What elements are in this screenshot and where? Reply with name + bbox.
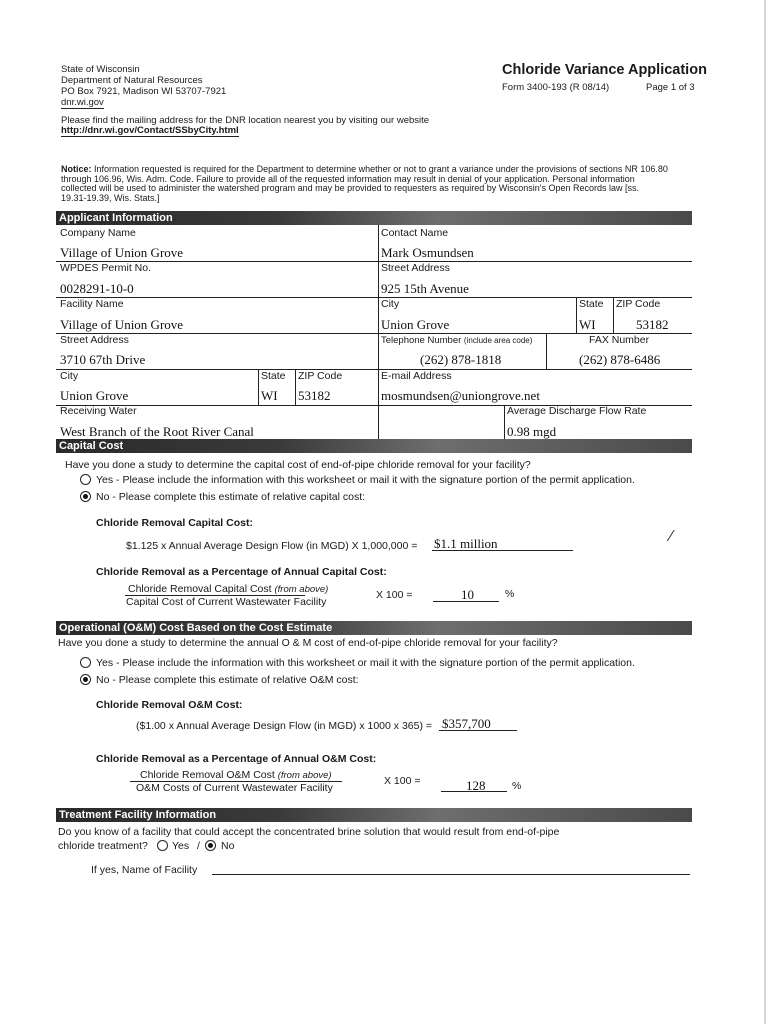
section-bar-capital [56, 439, 692, 453]
treatment-no-radio[interactable] [205, 840, 216, 851]
facility-zip-field[interactable]: 53182 [298, 388, 331, 403]
scan-edge [764, 0, 766, 1024]
pen-mark-icon: ⁄ [670, 528, 673, 545]
capital-pct-value[interactable]: 10 [461, 587, 474, 602]
facility-street-label: Street Address [60, 334, 129, 346]
capital-pct-sign: % [505, 588, 515, 600]
phone-label-group [381, 335, 532, 346]
om-yes-label: Yes - Please include the information with this worksheet or mail it with the signature portion of the permit application. [96, 657, 635, 669]
section-title-treatment: Treatment Facility Information [59, 809, 217, 821]
section-bar-om [56, 621, 692, 635]
facility-name-line[interactable] [212, 874, 690, 875]
om-denominator: O&M Costs of Current Wastewater Facility [136, 782, 333, 794]
facility-state-field[interactable]: WI [261, 388, 278, 403]
capital-question: Have you done a study to determine the capital cost of end-of-pipe chloride removal for your facility? [65, 459, 531, 471]
capital-multiplier: X 100 = [376, 589, 413, 601]
email-label: E-mail Address [381, 370, 452, 382]
agency-line1: State of Wisconsin [61, 64, 140, 75]
treatment-yes-radio[interactable] [157, 840, 168, 851]
om-numerator-note: (from above) [277, 770, 332, 781]
treatment-yes-label: Yes [172, 840, 190, 852]
section-title-capital: Capital Cost [59, 440, 124, 452]
phone-note: (include area code) [463, 336, 533, 345]
capital-pct-heading: Chloride Removal as a Percentage of Annual Capital Cost: [96, 566, 387, 578]
om-removal-heading: Chloride Removal O&M Cost: [96, 699, 243, 711]
om-question: Have you done a study to determine the annual O & M cost of end-of-pipe chloride removal for your facility? [58, 637, 558, 649]
contact-zip-field[interactable]: 53182 [636, 317, 669, 332]
receiving-water-field[interactable]: West Branch of the Root River Canal [60, 424, 254, 439]
notice-line1: Information requested is required for the Department to determine whether or not to grant a variance under the provisions of sections NR 106.80 [94, 164, 668, 174]
capital-numerator-note: (from above) [274, 584, 329, 595]
om-multiplier: X 100 = [384, 775, 421, 787]
facility-name-field[interactable]: Village of Union Grove [60, 317, 184, 332]
notice-line2: through 106.96, Wis. Adm. Code. Failure to provide all of the requested information may result in denial of your application. Personal information [61, 173, 635, 184]
om-yes-radio[interactable] [80, 657, 91, 668]
treatment-separator: / [197, 840, 200, 852]
contact-city-field[interactable]: Union Grove [381, 317, 450, 332]
section-title-applicant: Applicant Information [59, 212, 173, 224]
facility-city-label: City [60, 370, 79, 382]
contact-name-field[interactable]: Mark Osmundsen [381, 245, 474, 260]
section-bar-applicant [56, 211, 692, 225]
capital-no-label: No - Please complete this estimate of relative capital cost: [96, 491, 366, 503]
notice-label: Notice: [61, 164, 92, 174]
section-title-om: Operational (O&M) Cost Based on the Cost Estimate [59, 622, 333, 634]
capital-formula: $1.125 x Annual Average Design Flow (in MGD) X 1,000,000 = [126, 540, 418, 552]
contact-state-field[interactable]: WI [579, 317, 596, 332]
facility-name-prompt: If yes, Name of Facility [91, 864, 198, 876]
capital-formula-value[interactable]: $1.1 million [434, 536, 498, 551]
agency-line3: PO Box 7921, Madison WI 53707-7921 [61, 86, 227, 97]
capital-yes-radio[interactable] [80, 474, 91, 485]
section-bar-treatment [56, 808, 692, 822]
form-number: Form 3400-193 (R 08/14) [502, 82, 610, 93]
om-pct-heading: Chloride Removal as a Percentage of Annual O&M Cost: [96, 753, 377, 765]
capital-no-radio[interactable] [80, 491, 91, 502]
facility-street-field[interactable]: 3710 67th Drive [60, 352, 146, 367]
treatment-no-label: No [221, 840, 235, 852]
email-field[interactable]: mosmundsen@uniongrove.net [381, 388, 540, 403]
fax-field[interactable]: (262) 878-6486 [579, 352, 661, 367]
form-title: Chloride Variance Application [502, 62, 707, 78]
company-name-label: Company Name [60, 227, 136, 239]
facility-name-label: Facility Name [60, 298, 124, 310]
om-numerator: Chloride Removal O&M Cost [140, 769, 275, 781]
discharge-label: Average Discharge Flow Rate [507, 405, 647, 417]
receiving-water-label: Receiving Water [60, 405, 137, 417]
facility-zip-label: ZIP Code [298, 370, 343, 382]
om-formula: ($1.00 x Annual Average Design Flow (in MGD) x 1000 x 365) = [136, 720, 433, 732]
contact-city-label: City [381, 298, 400, 310]
capital-yes-label: Yes - Please include the information with this worksheet or mail it with the signature portion of the permit application. [96, 474, 635, 486]
contact-name-label: Contact Name [381, 227, 449, 239]
contact-street-label: Street Address [381, 262, 450, 274]
notice-line3: collected will be used to administer the watershed program and may be provided to requesters as required by Wisconsin's Open Records law [ss. [61, 183, 639, 193]
contact-street-field[interactable]: 925 15th Avenue [381, 281, 469, 296]
agency-block [61, 64, 226, 109]
capital-numerator: Chloride Removal Capital Cost [128, 583, 272, 595]
treatment-question-line2: chloride treatment? [58, 840, 148, 852]
agency-line2: Department of Natural Resources [61, 75, 203, 86]
phone-label: Telephone Number [381, 335, 462, 346]
om-no-radio[interactable] [80, 674, 91, 685]
om-formula-value[interactable]: $357,700 [442, 716, 491, 731]
om-pct-value[interactable]: 128 [466, 778, 486, 793]
om-pct-sign: % [512, 780, 522, 792]
facility-state-label: State [261, 370, 286, 382]
capital-removal-heading: Chloride Removal Capital Cost: [96, 517, 253, 529]
capital-denominator: Capital Cost of Current Wastewater Facility [126, 596, 327, 608]
notice-line4: 19.31-19.39, Wis. Stats.] [61, 192, 160, 203]
discharge-field[interactable]: 0.98 mgd [507, 424, 557, 439]
om-no-label: No - Please complete this estimate of relative O&M cost: [96, 674, 359, 686]
mailing-url[interactable]: http://dnr.wi.gov/Contact/SSbyCity.html [61, 125, 239, 136]
page-number: Page 1 of 3 [646, 82, 695, 93]
agency-url[interactable]: dnr.wi.gov [61, 97, 104, 108]
company-name-field[interactable]: Village of Union Grove [60, 245, 184, 260]
contact-state-label: State [579, 298, 604, 310]
mailing-note: Please find the mailing address for the DNR location nearest you by visiting our website [61, 115, 430, 126]
notice-block [61, 165, 668, 203]
treatment-question-line1: Do you know of a facility that could accept the concentrated brine solution that would result from end-of-pipe [58, 826, 560, 838]
wpdes-label: WPDES Permit No. [60, 262, 152, 274]
wpdes-field[interactable]: 0028291-10-0 [60, 281, 134, 296]
phone-field[interactable]: (262) 878-1818 [420, 352, 502, 367]
fax-label: FAX Number [589, 334, 650, 346]
facility-city-field[interactable]: Union Grove [60, 388, 129, 403]
contact-zip-label: ZIP Code [616, 298, 661, 310]
